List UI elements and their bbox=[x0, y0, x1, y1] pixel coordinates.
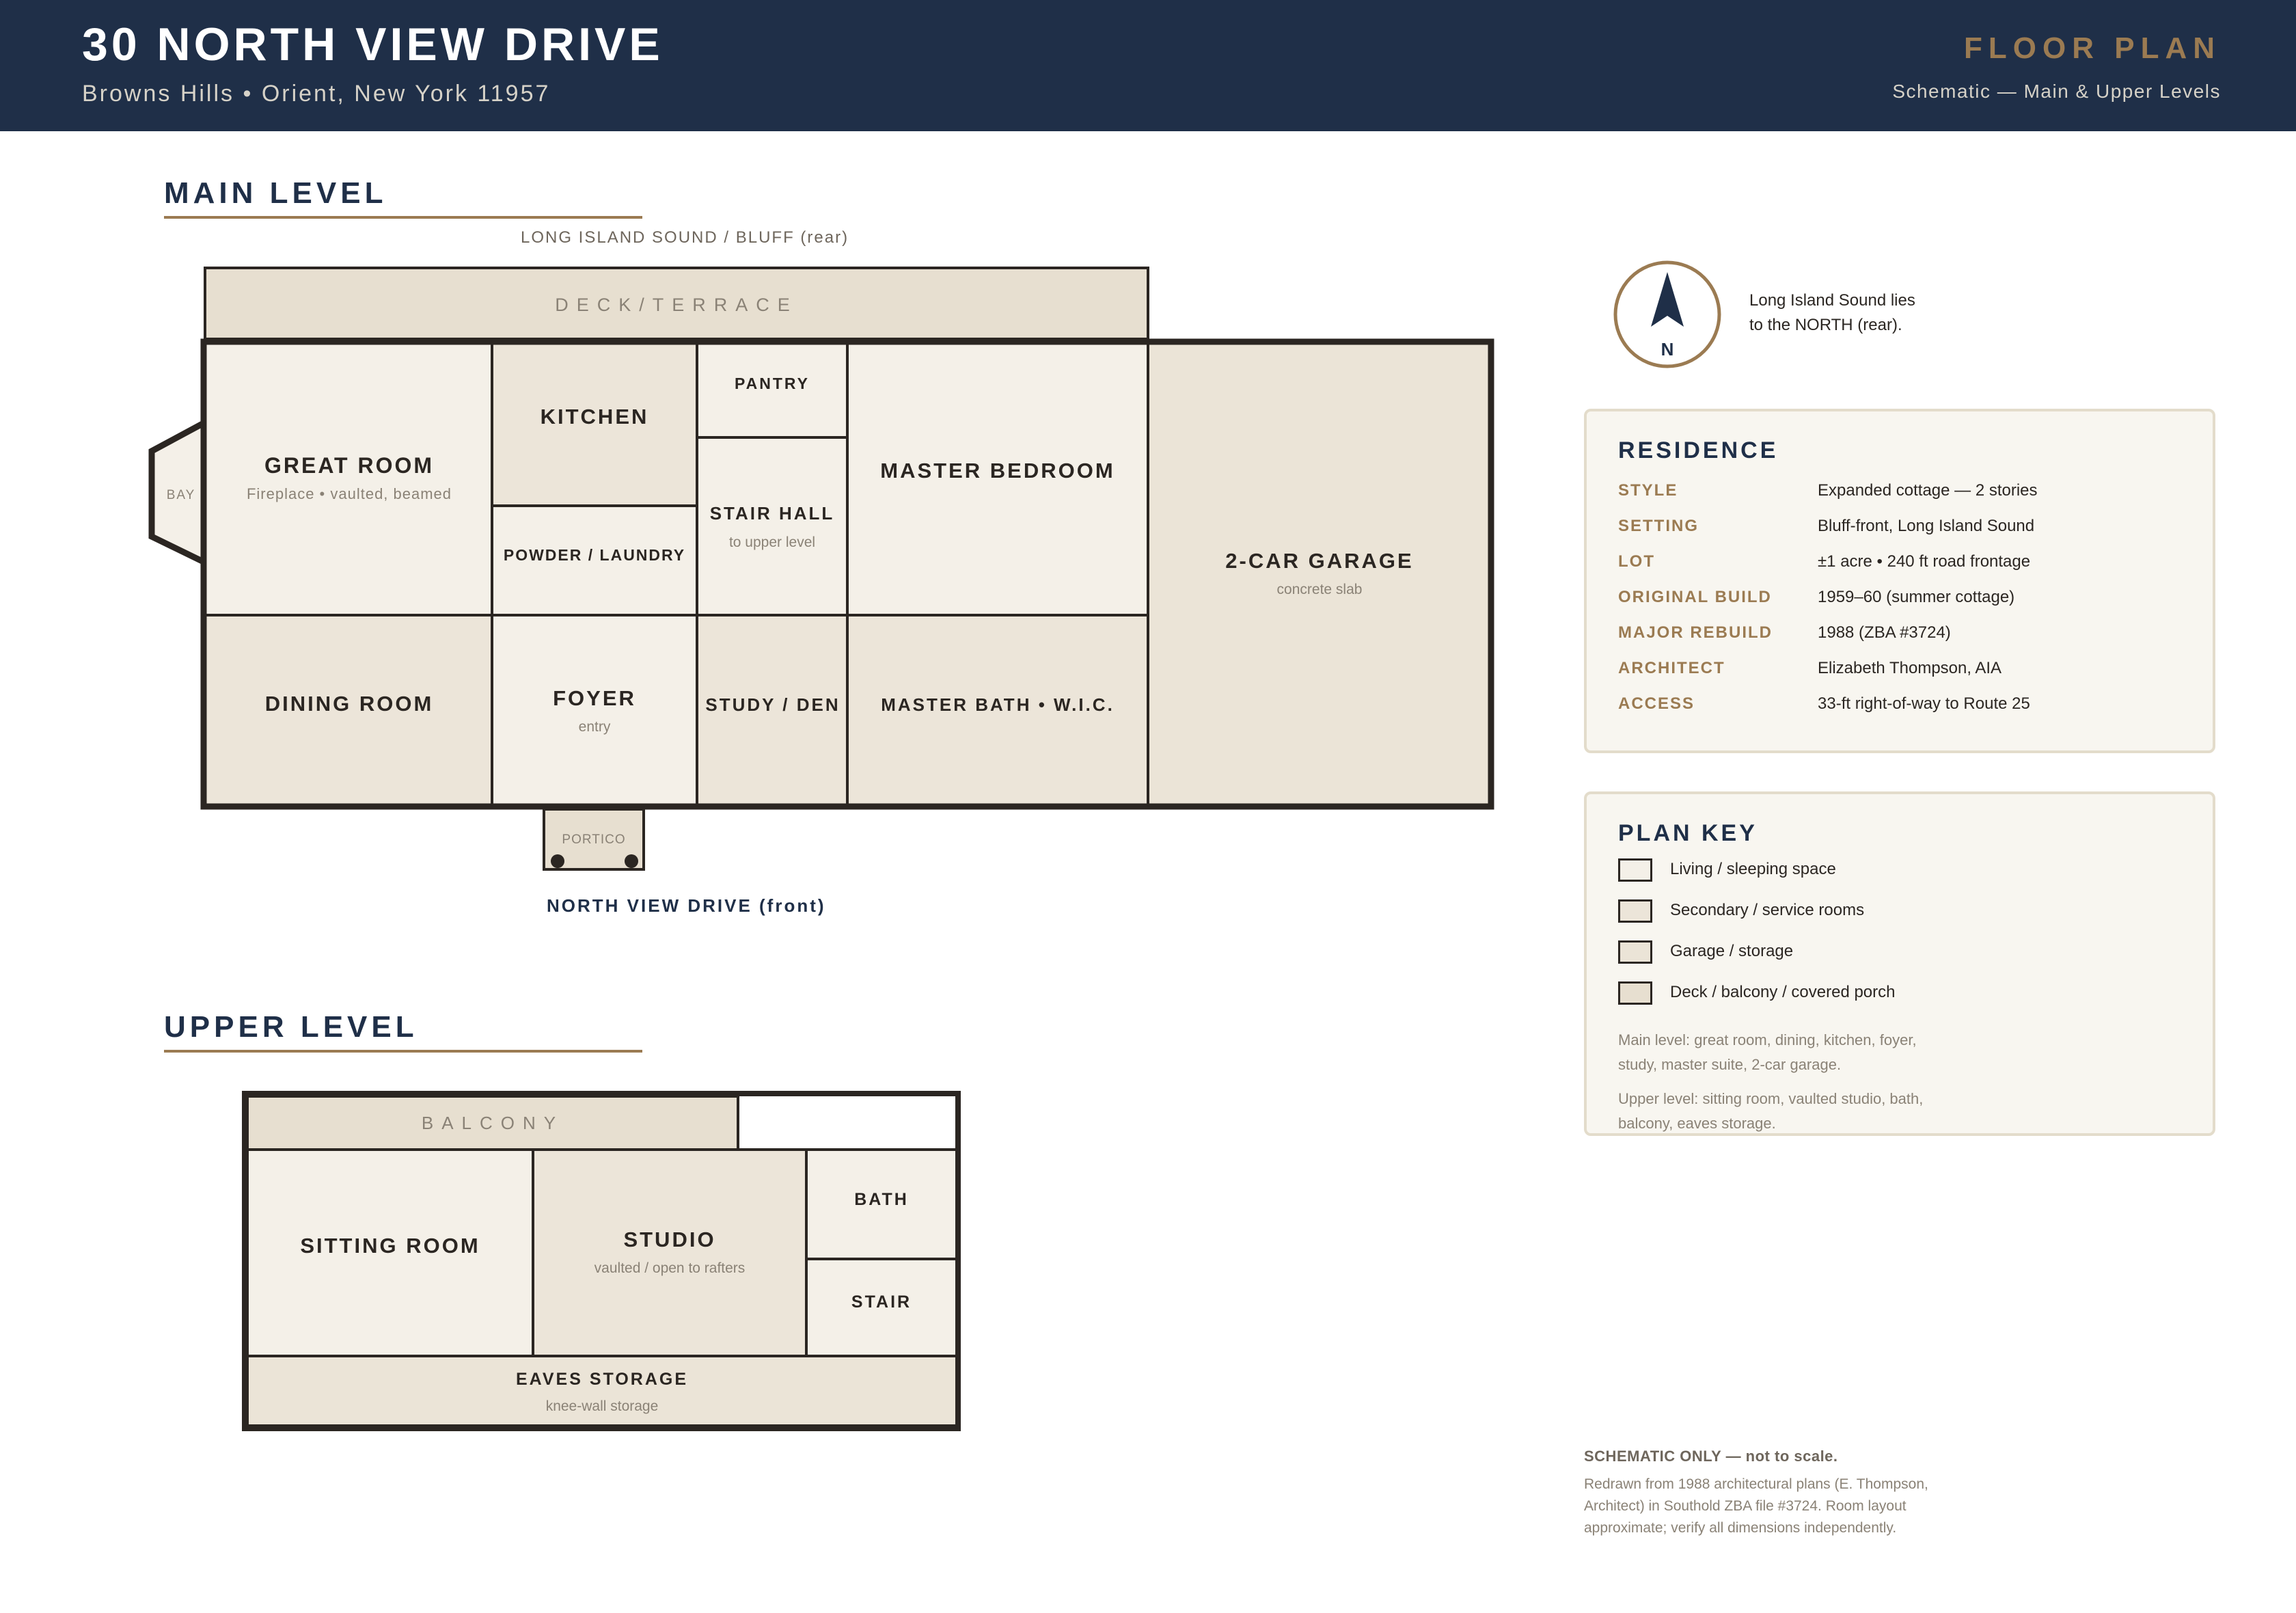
upper-level-rule bbox=[164, 1050, 642, 1053]
master-bath-label: MASTER BATH • W.I.C. bbox=[881, 694, 1115, 715]
residence-card bbox=[1584, 409, 2215, 753]
compass-note-line-1: Long Island Sound lies bbox=[1749, 291, 1915, 310]
swatch-secondary bbox=[1618, 899, 1652, 923]
plan-subtitle: Schematic — Main & Upper Levels bbox=[1892, 81, 2221, 102]
rear-label: LONG ISLAND SOUND / BLUFF (rear) bbox=[521, 228, 849, 247]
residence-row-label: ACCESS bbox=[1618, 694, 1695, 713]
pantry-label: PANTRY bbox=[735, 375, 810, 392]
master-bedroom-label: MASTER BEDROOM bbox=[880, 459, 1115, 483]
plan-key-label: Garage / storage bbox=[1670, 942, 1794, 960]
plan-key-label: Deck / balcony / covered porch bbox=[1670, 983, 1896, 1001]
great-room-sub: Fireplace • vaulted, beamed bbox=[246, 485, 452, 502]
residence-row-value: 1988 (ZBA #3724) bbox=[1818, 623, 1951, 642]
residence-title: RESIDENCE bbox=[1618, 437, 1779, 463]
residence-row-value: Elizabeth Thompson, AIA bbox=[1818, 659, 2002, 677]
foyer-label: FOYER bbox=[553, 686, 636, 710]
stair-hall-label: STAIR HALL bbox=[709, 503, 835, 524]
eaves-storage-label: EAVES STORAGE bbox=[515, 1370, 689, 1389]
plan-key-label: Secondary / service rooms bbox=[1670, 901, 1865, 919]
residence-row-value: Expanded cottage — 2 stories bbox=[1818, 481, 2038, 500]
main-level-title: MAIN LEVEL bbox=[164, 176, 387, 210]
garage-sub: concrete slab bbox=[1276, 582, 1363, 597]
plan-key-card bbox=[1584, 791, 2215, 1136]
disclaimer-body: Redrawn from 1988 architectural plans (E. Thompson, Architect) in Southold ZBA file #3724. Room layout approximate; verify all dimensions independently. bbox=[1584, 1476, 1928, 1536]
plan-key-note-main: Main level: great room, dining, kitchen, foyer, study, master suite, 2-car garage. bbox=[1618, 1031, 1917, 1073]
residence-row-value: 33-ft right-of-way to Route 25 bbox=[1818, 694, 2030, 713]
disclaimer-title: SCHEMATIC ONLY — not to scale. bbox=[1584, 1448, 1838, 1465]
balcony-label: BALCONY bbox=[421, 1113, 564, 1133]
residence-row-label: MAJOR REBUILD bbox=[1618, 623, 1773, 642]
eaves-storage-sub: knee-wall storage bbox=[545, 1398, 659, 1414]
portico-label: PORTICO bbox=[562, 832, 626, 847]
deck-label: DECK/TERRACE bbox=[555, 295, 798, 315]
compass-letter: N bbox=[1660, 339, 1674, 360]
study-den-label: STUDY / DEN bbox=[705, 694, 840, 715]
stair-hall-sub: to upper level bbox=[728, 534, 816, 550]
residence-row-label: ARCHITECT bbox=[1618, 659, 1725, 677]
front-label: NORTH VIEW DRIVE (front) bbox=[547, 895, 826, 916]
residence-row-label: SETTING bbox=[1618, 517, 1699, 535]
residence-row-value: 1959–60 (summer cottage) bbox=[1818, 588, 2015, 606]
swatch-garage bbox=[1618, 940, 1652, 964]
room-garage bbox=[1148, 343, 1490, 805]
foyer-sub: entry bbox=[578, 719, 611, 735]
residence-row-value: ±1 acre • 240 ft road frontage bbox=[1818, 552, 2031, 571]
plan-label: FLOOR PLAN bbox=[1964, 31, 2221, 65]
residence-row-label: STYLE bbox=[1618, 481, 1678, 500]
garage-label: 2-CAR GARAGE bbox=[1225, 549, 1414, 573]
dining-room-label: DINING ROOM bbox=[264, 692, 434, 716]
page-subtitle: Browns Hills • Orient, New York 11957 bbox=[82, 81, 551, 107]
upper-level-title: UPPER LEVEL bbox=[164, 1010, 418, 1044]
bay-label: BAY bbox=[166, 488, 196, 502]
residence-row-value: Bluff-front, Long Island Sound bbox=[1818, 517, 2035, 535]
residence-row-label: LOT bbox=[1618, 552, 1655, 571]
page-title: 30 NORTH VIEW DRIVE bbox=[82, 18, 664, 70]
room-studio bbox=[533, 1150, 806, 1356]
sitting-room-label: SITTING ROOM bbox=[300, 1234, 480, 1258]
plan-key-note-upper: Upper level: sitting room, vaulted studio, bath, balcony, eaves storage. bbox=[1618, 1090, 1924, 1132]
studio-sub: vaulted / open to rafters bbox=[594, 1260, 746, 1276]
kitchen-label: KITCHEN bbox=[540, 405, 649, 429]
room-foyer bbox=[492, 615, 697, 805]
residence-row-label: ORIGINAL BUILD bbox=[1618, 588, 1772, 606]
portico-column-right bbox=[625, 854, 638, 868]
swatch-deck bbox=[1618, 981, 1652, 1005]
powder-laundry-label: POWDER / LAUNDRY bbox=[503, 546, 686, 564]
plan-key-label: Living / sleeping space bbox=[1670, 860, 1836, 878]
portico-column-left bbox=[551, 854, 564, 868]
room-stair-hall bbox=[697, 437, 847, 615]
compass-note-line-2: to the NORTH (rear). bbox=[1749, 316, 1902, 334]
great-room-label: GREAT ROOM bbox=[264, 453, 435, 478]
room-eaves-storage bbox=[247, 1356, 957, 1426]
bath-label: BATH bbox=[854, 1190, 909, 1209]
compass-note bbox=[1749, 288, 1915, 338]
studio-label: STUDIO bbox=[623, 1228, 716, 1251]
plan-key-title: PLAN KEY bbox=[1618, 820, 1758, 846]
swatch-living bbox=[1618, 858, 1652, 882]
room-great-room bbox=[205, 343, 492, 615]
stair-label: STAIR bbox=[851, 1292, 912, 1312]
